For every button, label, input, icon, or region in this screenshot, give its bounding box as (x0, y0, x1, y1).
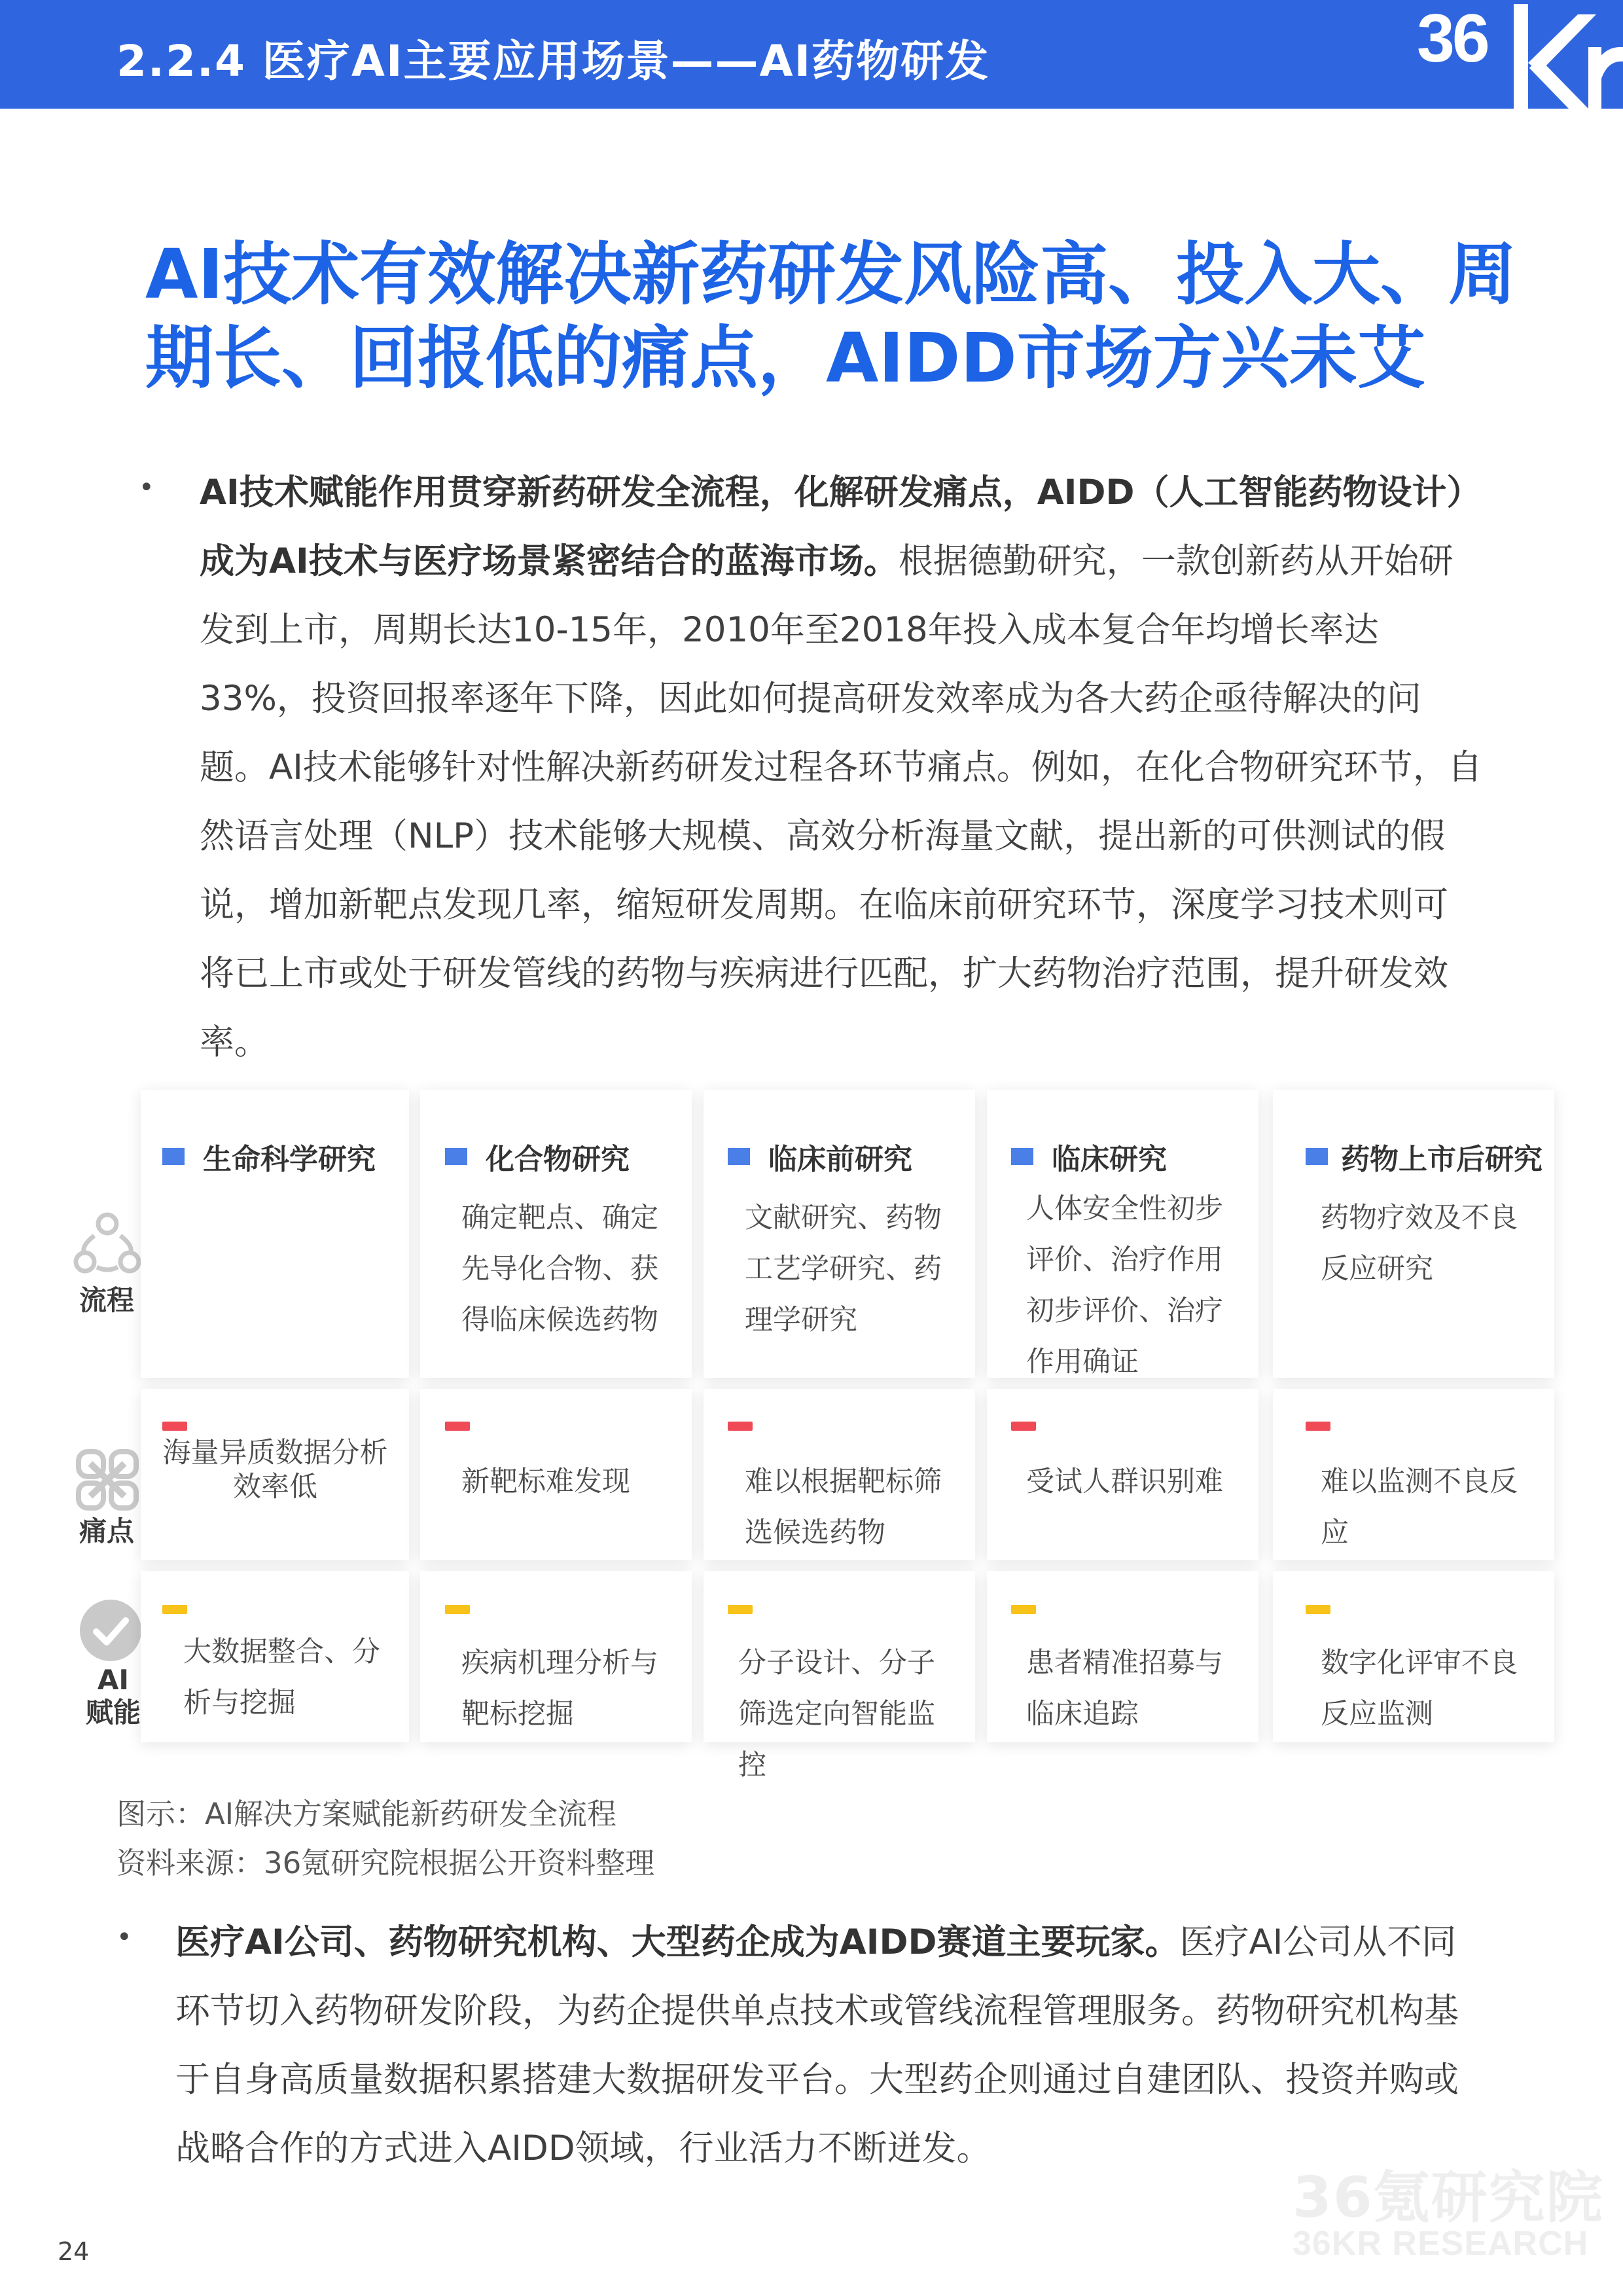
pain-marker-icon (728, 1422, 753, 1431)
process-text: 文献研究、药物工艺学研究、药理学研究 (745, 1202, 942, 1336)
pain-text: 海量异质数据分析效率低 (162, 1437, 388, 1503)
ai-text: 分子设计、分子筛选定向智能监控 (738, 1647, 935, 1782)
process-flow-icon (73, 1212, 141, 1275)
pain-marker-icon (1011, 1422, 1036, 1431)
brand-kr-mark (1417, 0, 1623, 109)
stage-marker-icon (445, 1148, 467, 1165)
players-paragraph-lead: 医疗AI公司、药物研究机构、大型药企成为AIDD赛道主要玩家。 (175, 1922, 1180, 1962)
stage-marker-icon (162, 1148, 185, 1165)
check-circle-icon (79, 1598, 143, 1662)
ai-text: 疾病机理分析与靶标挖掘 (461, 1647, 658, 1731)
stage-marker-icon (1306, 1148, 1328, 1165)
pain-text: 难以根据靶标筛选候选药物 (745, 1465, 942, 1549)
ai-marker-icon (728, 1605, 753, 1614)
intro-paragraph-lead: AI技术赋能作用贯穿新药研发全流程，化解研发痛点，AIDD（人工智能药物设计）成为AI技术与医疗场景紧密结合的蓝海市场。 (200, 473, 1482, 581)
watermark-en: 36KR RESEARCH (1293, 2225, 1589, 2263)
brand-logo-digits: 36 (1417, 1, 1488, 77)
row-label-pain: 痛点 (79, 1515, 134, 1547)
brand-logo (1417, 0, 1623, 109)
players-paragraph-body: 医疗AI公司从不同环节切入药物研发阶段，为药企提供单点技术或管线流程管理服务。药物研究机构基于自身高质量数据积累搭建大数据研发平台。大型药企则通过自建团队、投资并购或战略合作的方式进入AIDD领域，行业活力不断迸发。 (175, 1922, 1459, 2168)
process-text: 人体安全性初步评价、治疗作用初步评价、治疗作用确证 (1026, 1193, 1223, 1378)
headline-line-1: AI技术有效解决新药研发风险高、投入大、周 (145, 234, 1517, 314)
stage-marker-icon (1011, 1148, 1033, 1165)
page-number: 24 (58, 2237, 90, 2266)
pain-marker-icon (162, 1422, 187, 1431)
row-label-ai-line1: AI (97, 1664, 130, 1696)
process-card (141, 1090, 409, 1378)
stage-title: 临床前研究 (728, 1136, 912, 1177)
row-label-ai-line2: 赋能 (85, 1696, 141, 1729)
headline-line-2: 期长、回报低的痛点，AIDD市场方兴未艾 (145, 318, 1425, 398)
ai-text: 数字化评审不良反应监测 (1321, 1647, 1518, 1731)
ai-marker-icon (445, 1605, 470, 1614)
pain-text: 新靶标难发现 (461, 1465, 630, 1498)
process-text: 确定靶点、确定先导化合物、获得临床候选药物 (461, 1202, 658, 1336)
players-paragraph (175, 1908, 1481, 2183)
source-caption: 资料来源：36氪研究院根据公开资料整理 (116, 1846, 655, 1880)
ai-text: 患者精准招募与临床追踪 (1026, 1647, 1223, 1731)
stage-title: 生命科学研究 (162, 1136, 376, 1177)
pain-point-icon (73, 1446, 141, 1512)
watermark-cn: 36氪研究院 (1293, 2165, 1604, 2231)
ai-marker-icon (1306, 1605, 1330, 1614)
intro-paragraph-body: 根据德勤研究，一款创新药从开始研发到上市，周期长达10-15年，2010年至2018年投入成本复合年均增长率达33%，投资回报率逐年下降，因此如何提高研发效率成为各大药企亟待解决的问题。AI技术能够针对性解决新药研发过程各环节痛点。例如，在化合物研究环节，自然语言处理（NLP）技术能够大规模、高效分析海量文献，提出新的可供测试的假说，增加新靶点发现几率，缩短研发周期。在临床前研究环节，深度学习技术则可将已上市或处于研发管线的药物与疾病进行匹配，扩大药物治疗范围，提升研发效率。 (200, 541, 1482, 1062)
bullet-marker: • (139, 473, 154, 503)
pain-marker-icon (445, 1422, 470, 1431)
section-title: 2.2.4 医疗AI主要应用场景——AI药物研发 (116, 36, 990, 86)
row-label-process: 流程 (79, 1284, 134, 1316)
bullet-marker: • (116, 1922, 132, 1952)
ai-text: 大数据整合、分析与挖掘 (183, 1636, 380, 1719)
pain-marker-icon (1306, 1422, 1330, 1431)
pain-text: 受试人群识别难 (1026, 1465, 1223, 1498)
ai-marker-icon (162, 1605, 187, 1614)
intro-paragraph (200, 458, 1482, 1077)
ai-marker-icon (1011, 1605, 1036, 1614)
headline (145, 232, 1546, 400)
stage-title: 化合物研究 (445, 1136, 630, 1177)
stage-title: 药物上市后研究 (1306, 1136, 1543, 1177)
process-text: 药物疗效及不良反应研究 (1321, 1202, 1518, 1285)
pain-text: 难以监测不良反应 (1321, 1465, 1518, 1549)
stage-marker-icon (728, 1148, 750, 1165)
figure-caption: 图示：AI解决方案赋能新药研发全流程 (116, 1797, 617, 1831)
stage-title: 临床研究 (1011, 1136, 1167, 1177)
